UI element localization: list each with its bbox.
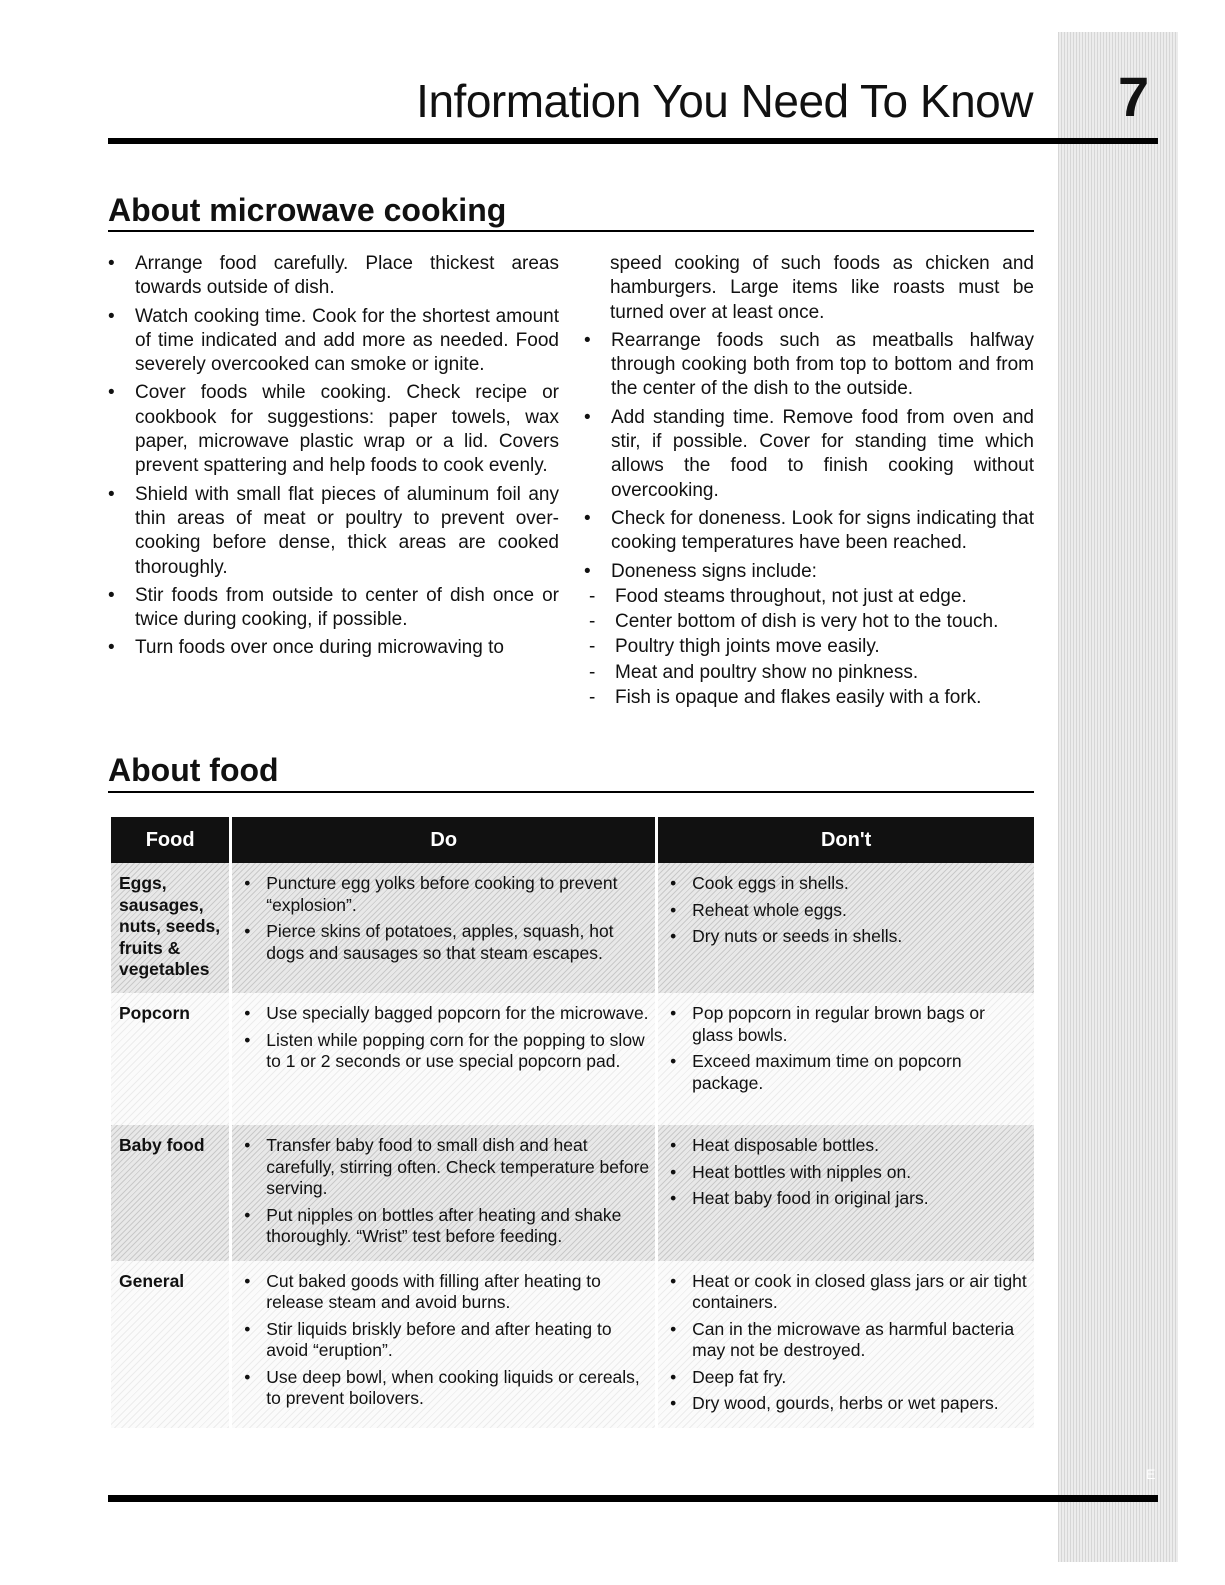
doneness-sign <box>584 610 1034 634</box>
do-cell <box>232 863 655 993</box>
doneness-signs-list <box>584 585 1034 710</box>
bullet-text: Arrange food carefully. Place thickest areas towards outside of dish. <box>135 253 559 299</box>
bullet-icon: • <box>584 406 591 428</box>
do-item-text: Use specially bagged popcorn for the microwave. <box>266 1003 649 1023</box>
bullet-text: Doneness signs include: <box>611 560 817 582</box>
dont-item-text: Exceed maximum time on popcorn package. <box>692 1051 962 1093</box>
bullet-icon: • <box>670 1135 677 1155</box>
bullet-text: Stir foods from outside to center of dish once or twice during cooking, if possible. <box>135 584 559 631</box>
side-language-letter: E <box>1146 1466 1156 1482</box>
doneness-sign-text: Center bottom of dish is very hot to the touch. <box>615 611 999 633</box>
food-cell: Baby food <box>111 1125 229 1261</box>
doneness-sign-text: Poultry thigh joints move easily. <box>615 636 880 658</box>
bullet-item <box>584 406 1034 503</box>
dont-list <box>666 1271 1028 1415</box>
do-item <box>240 873 649 916</box>
food-cell: Popcorn <box>111 993 229 1125</box>
dont-item-text: Can in the microwave as harmful bacteria may not be destroyed. <box>692 1318 1015 1360</box>
dont-item-text: Reheat whole eggs. <box>692 899 847 920</box>
column-header-do: Do <box>232 817 655 863</box>
doneness-sign-text: Meat and poultry show no pinkness. <box>615 661 919 683</box>
dash-icon: - <box>589 687 596 709</box>
bullet-icon: • <box>108 382 115 404</box>
do-item-text: Listen while popping corn for the popping to slow to 1 or 2 seconds or use special popcorn pad. <box>266 1029 645 1071</box>
bullet-icon: • <box>670 1188 677 1208</box>
do-item <box>240 921 649 964</box>
dont-list <box>666 1003 1028 1094</box>
do-item <box>240 1135 649 1200</box>
dont-item <box>666 1188 1028 1210</box>
table-row <box>111 1261 1034 1428</box>
bullet-icon: • <box>670 1161 677 1182</box>
section-rule <box>108 791 1034 793</box>
bullet-item <box>584 507 1034 556</box>
dont-item <box>666 1367 1028 1389</box>
dont-item <box>666 1003 1028 1046</box>
do-item-text: Put nipples on bottles after heating and shake thoroughly. “Wrist” test before feeding. <box>266 1204 622 1246</box>
dont-cell <box>658 993 1034 1125</box>
table-row <box>111 993 1034 1125</box>
do-item-text: Use deep bowl, when cooking liquids or cereals, to prevent boilovers. <box>266 1366 640 1408</box>
bullet-icon: • <box>108 584 115 606</box>
dont-cell <box>658 863 1034 993</box>
doneness-sign <box>584 661 1034 685</box>
bullet-icon: • <box>244 1003 251 1023</box>
doneness-sign <box>584 585 1034 609</box>
section-heading-food: About food <box>108 752 279 788</box>
bullet-text: Watch cooking time. Cook for the shortest amount of time indicated and add more as needed. Food severely overcooked can smoke or ignite. <box>135 305 559 376</box>
do-item-text: Transfer baby food to small dish and heat carefully, stirring often. Check temperature before serving. <box>266 1135 650 1198</box>
bullet-icon: • <box>670 1270 677 1291</box>
bullet-icon: • <box>244 1204 251 1225</box>
side-tab <box>1058 32 1178 1562</box>
bullet-item <box>108 483 559 580</box>
do-item-text: Stir liquids briskly before and after heating to avoid “eruption”. <box>266 1318 612 1360</box>
do-item <box>240 1271 649 1314</box>
column-header-food: Food <box>111 817 229 863</box>
bullet-icon: • <box>244 1318 251 1339</box>
do-list <box>240 1135 649 1248</box>
dont-item-text: Heat or cook in closed glass jars or air tight containers. <box>692 1270 1027 1312</box>
bullet-icon: • <box>244 873 251 893</box>
microwave-left-column <box>108 252 559 665</box>
do-item <box>240 1003 649 1025</box>
dont-item <box>666 926 1028 948</box>
bullet-icon: • <box>670 1318 677 1339</box>
bullet-item <box>584 329 1034 402</box>
page-title: Information You Need To Know <box>416 75 1033 127</box>
bullet-icon: • <box>584 560 591 582</box>
bullet-text: Rearrange foods such as meatballs halfway through cooking both from top to bottom and from the center of the dish to the outside. <box>611 329 1034 400</box>
dont-cell <box>658 1261 1034 1428</box>
do-item-text: Pierce skins of potatoes, apples, squash, hot dogs and sausages so that steam escapes. <box>266 921 614 963</box>
food-cell: Eggs, sausages, nuts, seeds, fruits & vegetables <box>111 863 229 993</box>
do-item <box>240 1030 649 1073</box>
bullet-text: Shield with small flat pieces of aluminum foil any thin areas of meat or poultry to prevent over-cooking before dense, thick areas are cooked thoroughly. <box>135 483 559 578</box>
continuation-text: speed cooking of such foods as chicken and hamburgers. Large items like roasts must be turned over at least once. <box>610 253 1034 323</box>
section-rule <box>108 230 1034 232</box>
do-list <box>240 1003 649 1073</box>
doneness-sign-text: Fish is opaque and flakes easily with a fork. <box>615 687 982 709</box>
bullet-icon: • <box>108 637 115 659</box>
dont-item <box>666 1271 1028 1314</box>
dash-icon: - <box>589 661 596 683</box>
table-row <box>111 1125 1034 1261</box>
bullet-icon: • <box>108 305 115 327</box>
footer-rule <box>108 1495 1158 1502</box>
doneness-sign <box>584 686 1034 710</box>
food-table <box>108 817 1037 1428</box>
dont-item <box>666 1051 1028 1094</box>
table-row <box>111 863 1034 993</box>
bullet-icon: • <box>108 483 115 505</box>
bullet-icon: • <box>244 1029 251 1050</box>
dont-item <box>666 1135 1028 1157</box>
dont-item-text: Dry nuts or seeds in shells. <box>692 926 903 946</box>
dont-item-text: Dry wood, gourds, herbs or wet papers. <box>692 1393 999 1413</box>
bullet-icon: • <box>244 1366 251 1387</box>
dont-item-text: Pop popcorn in regular brown bags or glass bowls. <box>692 1003 985 1045</box>
bullet-icon: • <box>670 1051 677 1071</box>
bullet-icon: • <box>244 1135 251 1155</box>
dont-item-text: Cook eggs in shells. <box>692 873 849 893</box>
bullet-icon: • <box>670 926 677 946</box>
dash-icon: - <box>589 585 596 607</box>
do-cell <box>232 993 655 1125</box>
bullet-icon: • <box>244 921 251 941</box>
do-item-text: Cut baked goods with filling after heating to release steam and avoid burns. <box>266 1270 601 1312</box>
do-cell <box>232 1261 655 1428</box>
column-header-dont: Don't <box>658 817 1034 863</box>
microwave-right-column <box>584 252 1034 711</box>
dont-item-text: Deep fat fry. <box>692 1366 787 1387</box>
bullet-icon: • <box>244 1270 251 1291</box>
bullet-text: Check for doneness. Look for signs indicating that cooking temperatures have been reached. <box>611 507 1034 554</box>
bullet-icon: • <box>670 899 677 920</box>
do-item <box>240 1367 649 1410</box>
do-cell <box>232 1125 655 1261</box>
dont-cell <box>658 1125 1034 1261</box>
bullet-item <box>584 560 1034 584</box>
dont-item-text: Heat bottles with nipples on. <box>692 1161 912 1182</box>
dont-item <box>666 1162 1028 1184</box>
bullet-icon: • <box>670 1393 677 1413</box>
bullet-icon: • <box>670 1003 677 1023</box>
do-item <box>240 1205 649 1248</box>
bullet-text: Turn foods over once during microwaving to <box>135 637 504 659</box>
doneness-sign <box>584 635 1034 659</box>
bullet-text: Cover foods while cooking. Check recipe or cookbook for suggestions: paper towels, wax paper, microwave plastic wrap or a lid. Covers prevent spattering and help foods to cook evenly. <box>135 382 559 477</box>
bullet-icon: • <box>670 1366 677 1387</box>
bullet-item <box>108 252 559 301</box>
do-item-text: Puncture egg yolks before cooking to prevent “explosion”. <box>266 873 618 915</box>
bullet-icon: • <box>584 507 591 529</box>
dont-item <box>666 1319 1028 1362</box>
dont-item-text: Heat baby food in original jars. <box>692 1188 929 1208</box>
do-list <box>240 873 649 964</box>
section-heading-microwave: About microwave cooking <box>108 192 507 228</box>
dont-item <box>666 900 1028 922</box>
dont-item <box>666 1393 1028 1415</box>
bullet-text: Add standing time. Remove food from oven and stir, if possible. Cover for standing time which allows the food to finish cooking without overcooking. <box>611 406 1034 501</box>
page-number: 7 <box>1118 65 1150 128</box>
bullet-icon: • <box>584 329 591 351</box>
dont-item-text: Heat disposable bottles. <box>692 1135 879 1155</box>
bullet-icon: • <box>670 873 677 893</box>
bullet-item <box>108 636 559 660</box>
bullet-item <box>108 305 559 378</box>
bullet-item <box>108 584 559 633</box>
dash-icon: - <box>589 636 596 658</box>
bullet-item <box>108 381 559 478</box>
do-item <box>240 1319 649 1362</box>
food-cell: General <box>111 1261 229 1428</box>
dash-icon: - <box>589 611 596 633</box>
dont-list <box>666 1135 1028 1210</box>
doneness-sign-text: Food steams throughout, not just at edge. <box>615 585 967 607</box>
dont-item <box>666 873 1028 895</box>
bullet-icon: • <box>108 253 115 274</box>
dont-list <box>666 873 1028 948</box>
title-rule <box>108 138 1158 144</box>
do-list <box>240 1271 649 1410</box>
